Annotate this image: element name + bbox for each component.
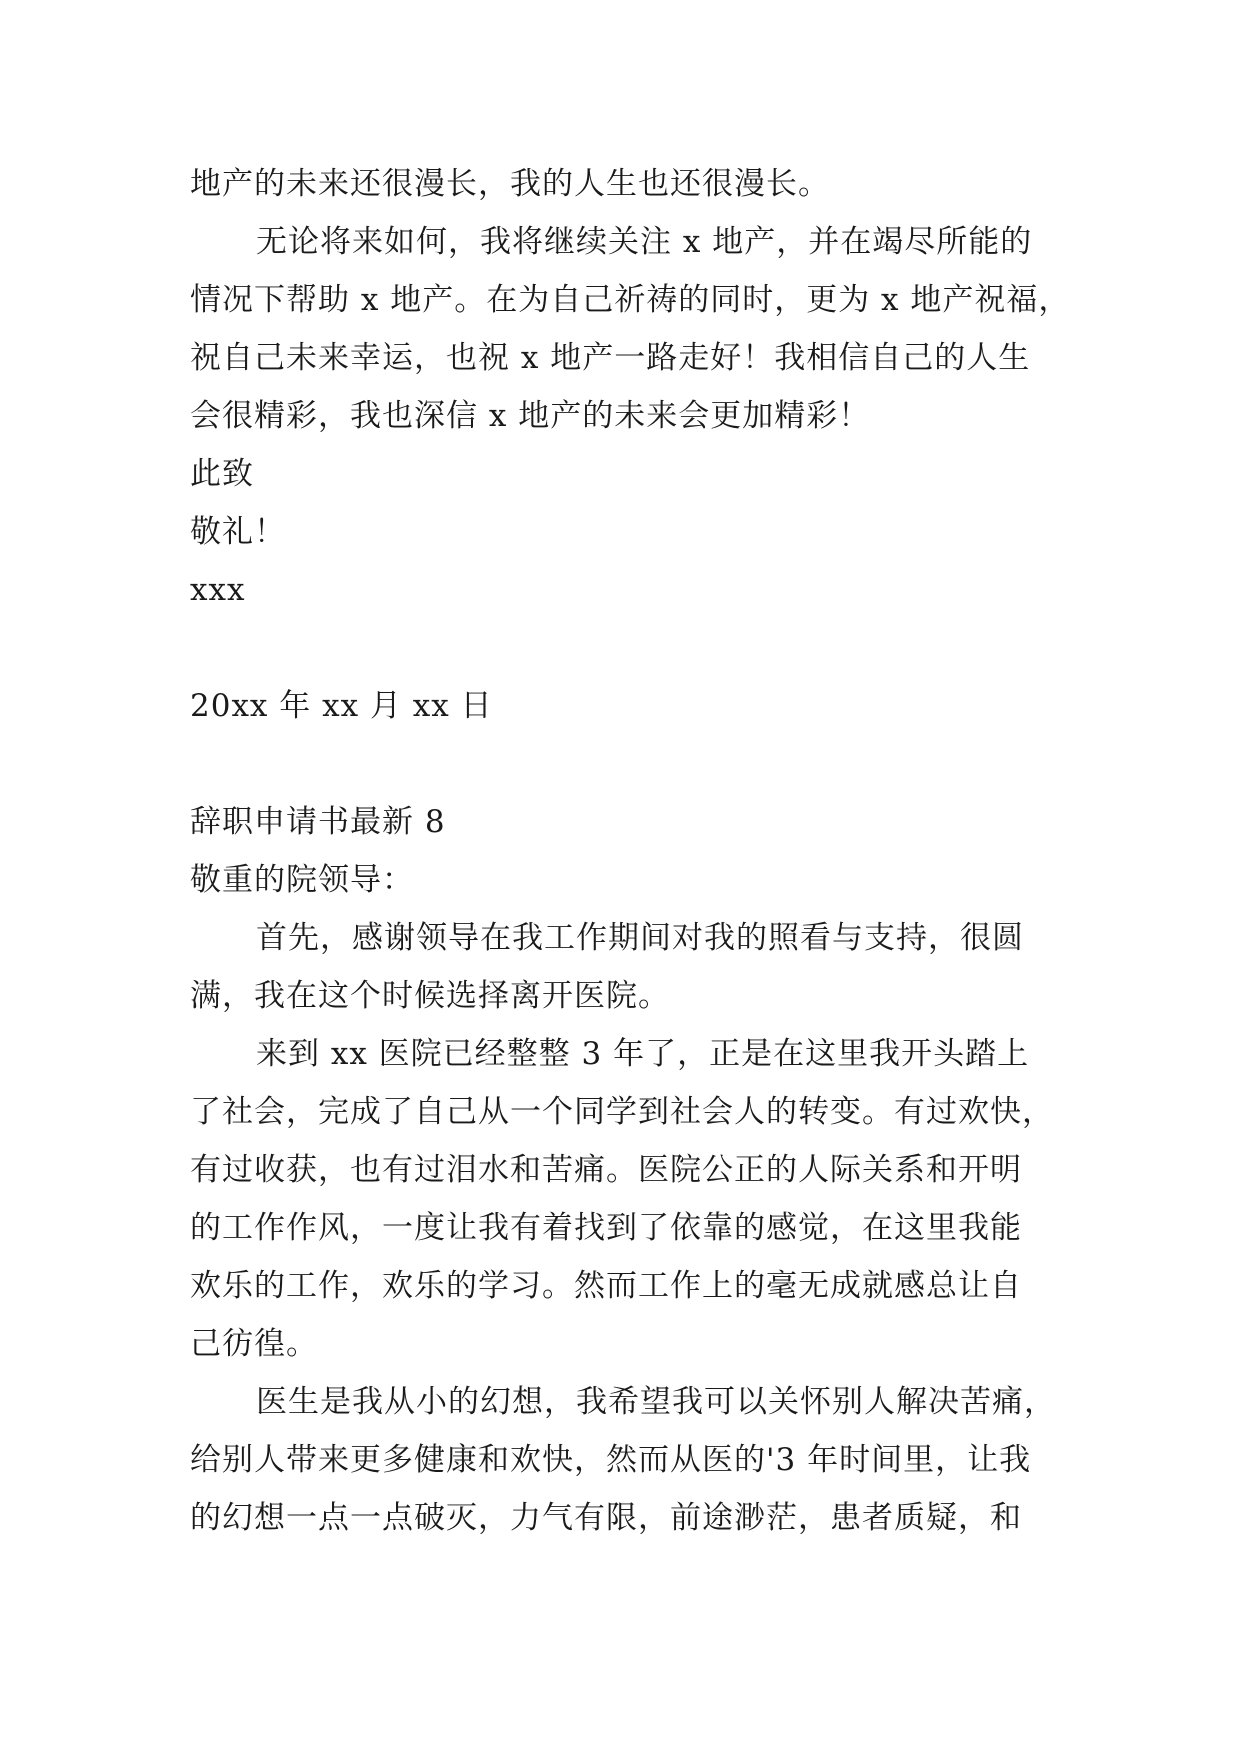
paragraph-line: 无论将来如何，我将继续关注 x 地产，并在竭尽所能的 bbox=[256, 224, 1033, 260]
date-line: 20xx 年 xx 月 xx 日 bbox=[190, 688, 493, 724]
paragraph-line: 欢乐的工作，欢乐的学习。然而工作上的毫无成就感总让自 bbox=[190, 1268, 1022, 1304]
paragraph-line: 己彷徨。 bbox=[190, 1326, 318, 1362]
paragraph-line: 祝自己未来幸运，也祝 x 地产一路走好！我相信自己的人生 bbox=[190, 340, 1031, 376]
closing-line: 此致 bbox=[190, 456, 254, 492]
paragraph-line: 会很精彩，我也深信 x 地产的未来会更加精彩！ bbox=[190, 398, 871, 434]
closing-line: 敬礼！ bbox=[190, 514, 286, 550]
paragraph-line: 的工作作风，一度让我有着找到了依靠的感觉，在这里我能 bbox=[190, 1210, 1022, 1246]
paragraph-line: 了社会，完成了自己从一个同学到社会人的转变。有过欢快， bbox=[190, 1094, 1054, 1130]
salutation: 敬重的院领导： bbox=[190, 862, 414, 898]
paragraph-line: 给别人带来更多健康和欢快，然而从医的'3 年时间里，让我 bbox=[190, 1442, 1032, 1478]
signature: xxx bbox=[190, 572, 246, 608]
paragraph-line: 首先，感谢领导在我工作期间对我的照看与支持，很圆 bbox=[256, 920, 1024, 956]
paragraph-line: 满，我在这个时候选择离开医院。 bbox=[190, 978, 670, 1014]
paragraph-line: 有过收获，也有过泪水和苦痛。医院公正的人际关系和开明 bbox=[190, 1152, 1022, 1188]
paragraph-line: 医生是我从小的幻想，我希望我可以关怀别人解决苦痛， bbox=[256, 1384, 1056, 1420]
paragraph-line: 地产的未来还很漫长，我的人生也还很漫长。 bbox=[190, 166, 830, 202]
document-body bbox=[190, 155, 1071, 1547]
paragraph-line: 情况下帮助 x 地产。在为自己祈祷的同时，更为 x 地产祝福， bbox=[190, 282, 1071, 318]
paragraph-line: 的幻想一点一点破灭，力气有限，前途渺茫，患者质疑，和 bbox=[190, 1500, 1022, 1536]
section-title: 辞职申请书最新 8 bbox=[190, 804, 446, 840]
paragraph-line: 来到 xx 医院已经整整 3 年了，正是在这里我开头踏上 bbox=[256, 1036, 1030, 1072]
